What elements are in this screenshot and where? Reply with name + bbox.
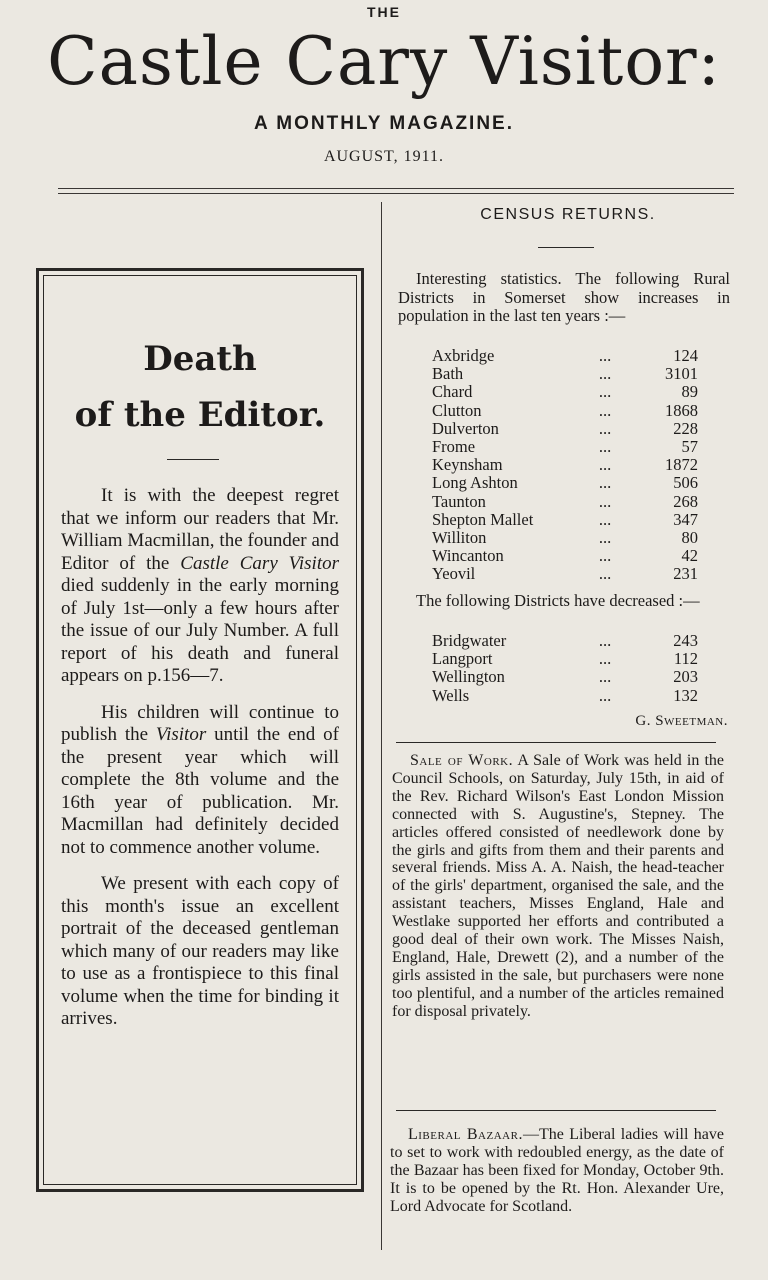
census-intro-text: Interesting statistics. The following Rural Districts in Somerset show increases in population in the last ten years :— <box>398 269 730 325</box>
district-name: Dulverton <box>432 418 499 438</box>
district-name: Clutton <box>432 400 482 420</box>
bazaar-text: —The Liberal ladies will have to set to work with redoubled energy, as the date of the Bazaar has been fixed for Monday, October 9th. It is to be opened by the Rt. Hon. Alexander Ure, Lord Advocate for Scotland. <box>390 1126 724 1215</box>
header-double-rule <box>58 188 734 194</box>
district-value: 80 <box>681 527 698 547</box>
leader-dots: ... <box>598 400 612 420</box>
district-value: 42 <box>681 546 698 566</box>
district-value: 1868 <box>665 400 698 420</box>
district-name: Taunton <box>432 491 486 511</box>
district-name: Chard <box>432 382 473 402</box>
district-value: 228 <box>673 418 698 438</box>
sale-text: A Sale of Work was held in the Council Schools, on Saturday, July 15th, in aid of the Rev. Richard Wilson's East London Mission connected with S. Augustine's, Stepney. The articles offered consisted of needlework done by the girls and gifts from them and their parents and several friends. Miss A. A. Naish, the head-teacher of the girls' department, organised the sale, and the assistant teachers, Misses England, Hale and Westlake supported her efforts and contributed a good deal of their own work. The Misses Naish, England, Hale, Drewett (2), and a number of the girls assisted in the sale, but purchasers were none too plentiful, and a number of the articles remained for disposal privately. <box>392 752 724 1020</box>
district-name: Bridgwater <box>432 631 507 650</box>
district-value: 89 <box>681 382 698 402</box>
district-row <box>432 383 698 401</box>
district-row <box>432 687 698 705</box>
decrease-intro <box>398 592 730 609</box>
bazaar-lead: Liberal Bazaar. <box>408 1126 523 1143</box>
census-intro <box>398 270 730 326</box>
editor-paragraph-2 <box>61 702 339 860</box>
leader-dots: ... <box>598 455 612 475</box>
district-value: 506 <box>673 473 698 493</box>
district-row <box>432 668 698 686</box>
heading-line-1: Death <box>143 339 257 379</box>
district-name: Long Ashton <box>432 473 518 493</box>
heading-line-2: of the Editor. <box>74 395 326 435</box>
leader-dots: ... <box>598 473 612 493</box>
leader-dots: ... <box>598 667 612 687</box>
district-name: Williton <box>432 527 487 547</box>
district-value: 268 <box>673 491 698 511</box>
district-name: Bath <box>432 364 464 384</box>
editor-short-rule <box>167 459 219 460</box>
district-value: 243 <box>673 631 698 650</box>
leader-dots: ... <box>598 527 612 547</box>
district-row <box>432 511 698 529</box>
district-row <box>432 347 698 365</box>
leader-dots: ... <box>598 685 612 705</box>
district-value: 132 <box>673 685 698 705</box>
census-short-rule <box>538 247 594 248</box>
editor-notice-text <box>61 485 339 1045</box>
editor-paragraph-1 <box>61 485 339 688</box>
district-row <box>432 547 698 565</box>
leader-dots: ... <box>598 491 612 511</box>
district-name: Axbridge <box>432 346 495 365</box>
district-name: Shepton Mallet <box>432 509 534 529</box>
district-name: Frome <box>432 436 476 456</box>
section-rule-1 <box>396 742 716 743</box>
leader-dots: ... <box>598 436 612 456</box>
district-value: 1872 <box>665 455 698 475</box>
editor-paragraph-3: We present with each copy of this month's issue an excellent portrait of the deceased gentleman which many of our readers may like to use as a frontispiece to this final volume when the time for binding it arrives. <box>61 873 339 1029</box>
district-row <box>432 474 698 492</box>
district-name: Yeovil <box>432 564 476 584</box>
district-row <box>432 402 698 420</box>
district-name: Keynsham <box>432 455 503 475</box>
leader-dots: ... <box>598 418 612 438</box>
leader-dots: ... <box>598 631 612 650</box>
editor-notice-box <box>36 268 364 1192</box>
district-value: 347 <box>673 509 698 529</box>
district-row <box>432 529 698 547</box>
district-row <box>432 565 698 583</box>
district-value: 231 <box>673 564 698 584</box>
masthead-the: THE <box>367 4 401 20</box>
census-title: CENSUS RETURNS. <box>480 206 656 223</box>
district-value: 112 <box>673 649 698 669</box>
increase-list <box>432 347 698 583</box>
decrease-list <box>432 632 698 705</box>
district-row <box>432 456 698 474</box>
district-name: Wincanton <box>432 546 504 566</box>
liberal-bazaar-article <box>390 1126 724 1216</box>
section-rule-2 <box>396 1110 716 1111</box>
district-name: Wellington <box>432 667 505 687</box>
district-name: Wells <box>432 685 470 705</box>
decrease-intro-text: The following Districts have decreased :— <box>416 591 700 610</box>
editor-notice-heading <box>39 331 361 443</box>
sale-of-work-article <box>392 752 724 1021</box>
district-row <box>432 632 698 650</box>
sale-lead: Sale of Work. <box>410 752 514 769</box>
p1-text-a: It is with the deepest regret that we inform our readers that Mr. William Macmillan, the founder and Editor of the <box>61 485 339 574</box>
district-value: 3101 <box>665 364 698 384</box>
masthead-subtitle: A MONTHLY MAGAZINE. <box>253 113 515 134</box>
issue-date: AUGUST, 1911. <box>323 148 445 165</box>
leader-dots: ... <box>598 364 612 384</box>
leader-dots: ... <box>598 382 612 402</box>
column-divider <box>381 202 382 1250</box>
leader-dots: ... <box>598 346 612 365</box>
p1-text-b: died suddenly in the early morning of July 1st—only a few hours after the issue of our July Number. A full report of his death and funeral appears on p.156—7. <box>61 575 339 686</box>
district-value: 203 <box>673 667 698 687</box>
leader-dots: ... <box>598 564 612 584</box>
p2-title: Visitor <box>155 724 207 745</box>
leader-dots: ... <box>598 509 612 529</box>
district-row <box>432 650 698 668</box>
leader-dots: ... <box>598 546 612 566</box>
district-row <box>432 438 698 456</box>
district-row <box>432 420 698 438</box>
census-signature: G. Sweetman. <box>635 713 728 729</box>
masthead-title: Castle Cary Visitor: <box>47 23 721 100</box>
district-value: 124 <box>673 346 698 365</box>
p2-text-b: until the end of the present year which will complete the 8th volume and the 16th year of publication. Mr. Macmillan had definitely decided not to commence another volume. <box>61 724 340 858</box>
district-name: Langport <box>432 649 493 669</box>
p2-text-a: His children will continue to publish the <box>61 701 339 745</box>
district-value: 57 <box>681 436 698 456</box>
leader-dots: ... <box>598 649 612 669</box>
district-row <box>432 365 698 383</box>
district-row <box>432 493 698 511</box>
p1-title: Castle Cary Visitor <box>180 552 339 574</box>
